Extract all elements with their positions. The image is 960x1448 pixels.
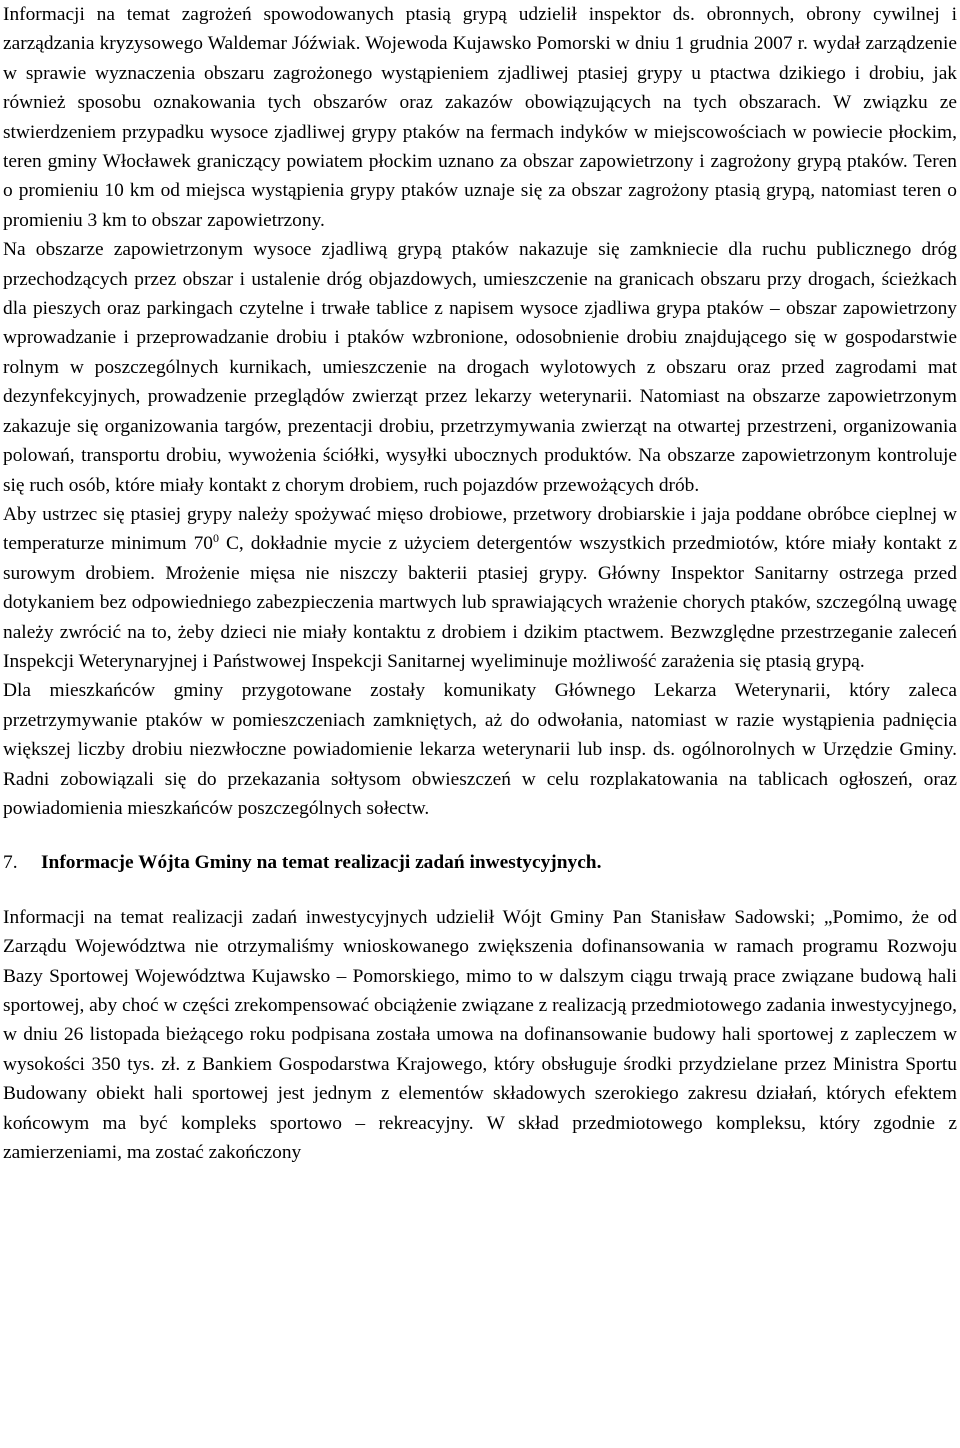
investment-info-paragraph: Informacji na temat realizacji zadań inwestycyjnych udzielił Wójt Gminy Pan Stanisław Sadowski; „Pomimo, że od Zarządu Województwa nie otrzymaliśmy wnioskowanego zwiększenia dofinansowania w ramach programu Rozwoju Bazy Sportowej Województwa Kujawsko – Pomorskiego, mimo to w dalszym ciągu trwają prace związane budową hali sportowej, aby choć w części zrekompensować obciążenie związane z realizacją przedmiotowego zadania inwestycyjnego, w dniu 26 listopada bieżącego roku podpisana została umowa na dofinansowanie budowy hali sportowej z zapleczem w wysokości 350 tys. zł. z Bankiem Gospodarstwa Krajowego, który obsługuje środki przydzielane przez Ministra Sportu Budowany obiekt hali sportowej jest jednym z elementów składowych szerokiego zakresu działań, których efektem końcowym ma być kompleks sportowo – rekreacyjny. W skład przedmiotowego kompleksu, który zgodnie z zamierzeniami, ma zostać zakończony (3, 906, 957, 1164)
degree-superscript: 0 (212, 531, 219, 546)
restricted-zone-rules-paragraph: Na obszarze zapowietrzonym wysoce zjadliwą grypą ptaków nakazuje się zamkniecie dla ruchu publicznego dróg przechodzących przez obszar i ustalenie dróg objazdowych, umieszczenie na granicach obszaru przy drogach, ścieżkach dla pieszych oraz parkingach czytelne i trwałe tablice z napisem wysoce zjadliwa grypa ptaków – obszar zapowietrzony wprowadzanie i przeprowadzanie drobiu i ptaków wzbronione, odosobnienie drobiu znajdującego się w gospodarstwie rolnym w poszczególnych kurnikach, umieszczenie na drogach wylotowych z obszaru oraz przed zagrodami mat dezynfekcyjnych, prowadzenie przeglądów zwierząt przez lekarzy weterynarii. Natomiast na obszarze zapowietrzonym zakazuje się organizowania targów, prezentacji drobiu, przetrzymywania zwierząt na otwartej przestrzeni, organizowania polowań, transportu drobiu, wywożenia ściółki, wysyłki ubocznych produktów. Na obszarze zapowietrzonym kontroluje się ruch osób, które miały kontakt z chorym drobiem, ruch pojazdów przewożących drób. (3, 239, 957, 496)
bird-flu-intro-paragraph: Informacji na temat zagrożeń spowodowanych ptasią grypą udzielił inspektor ds. obronnych, obrony cywilnej i zarządzania kryzysowego Waldemar Jóźwiak. Wojewoda Kujawsko Pomorski w dniu 1 grudnia 2007 r. wydał zarządzenie w sprawie wyznaczenia obszaru zagrożonego wystąpieniem zjadliwej ptasiej grypy u ptactwa dzikiego i drobiu, jak również sposobu oznakowania tych obszarów oraz zakazów obowiązujących na tych obszarach. W związku ze stwierdzeniem przypadku wysoce zjadliwej grypy ptaków na fermach indyków w miejscowościach w powiecie płockim, teren gminy Włocławek graniczący powiatem płockim uznano za obszar zapowietrzony i zagrożony grypą ptaków. Teren o promieniu 10 km od miejsca wystąpienia grypy ptaków uznaje się za obszar zagrożony ptasią grypą, natomiast teren o promieniu 3 km to obszar zapowietrzony. (3, 4, 957, 231)
section-title: Informacje Wójta Gminy na temat realizacji zadań inwestycyjnych. (41, 852, 602, 874)
residents-notice-paragraph: Dla mieszkańców gminy przygotowane zostały komunikaty Głównego Lekarza Weterynarii, który zaleca przetrzymywanie ptaków w pomieszczeniach zamkniętych, aż do odwołania, natomiast w razie wystąpienia padnięcia większej liczby drobiu niezwłoczne powiadomienie lekarza weterynarii lub insp. ds. ogólnorolnych w Urzędzie Gminy. Radni zobowiązali się do przekazania sołtysom obwieszczeń w celu rozplakatowania na tablicach ogłoszeń, oraz powiadomienia mieszkańców poszczególnych sołectw. (3, 680, 957, 819)
section-number: 7. (3, 852, 18, 874)
section-7-heading (3, 848, 957, 877)
food-safety-paragraph (3, 500, 957, 676)
food-safety-text-start: Aby ustrzec się ptasiej grypy należy spożywać mięso drobiowe, przetwory drobiarskie i jaja poddane obróbce cieplnej w temperaturze minimum 70 (3, 503, 957, 555)
food-safety-text-end: C, dokładnie mycie z użyciem detergentów wszystkich przedmiotów, które miały kontakt z surowym drobiem. Mrożenie mięsa nie niszczy bakterii ptasiej grypy. Główny Inspektor Sanitarny ostrzega przed dotykaniem bez odpowiedniego zabezpieczenia martwych lub sprawiających wrażenie chorych ptaków, szczególną uwagę należy zwrócić na to, żeby dzieci nie miały kontaktu z drobiem i dzikim ptactwem. Bezwzględne przestrzeganie zaleceń Inspekcji Weterynaryjnej i Państwowej Inspekcji Sanitarnej wyeliminuje możliwość zarażenia się ptasią grypą. (3, 533, 957, 672)
